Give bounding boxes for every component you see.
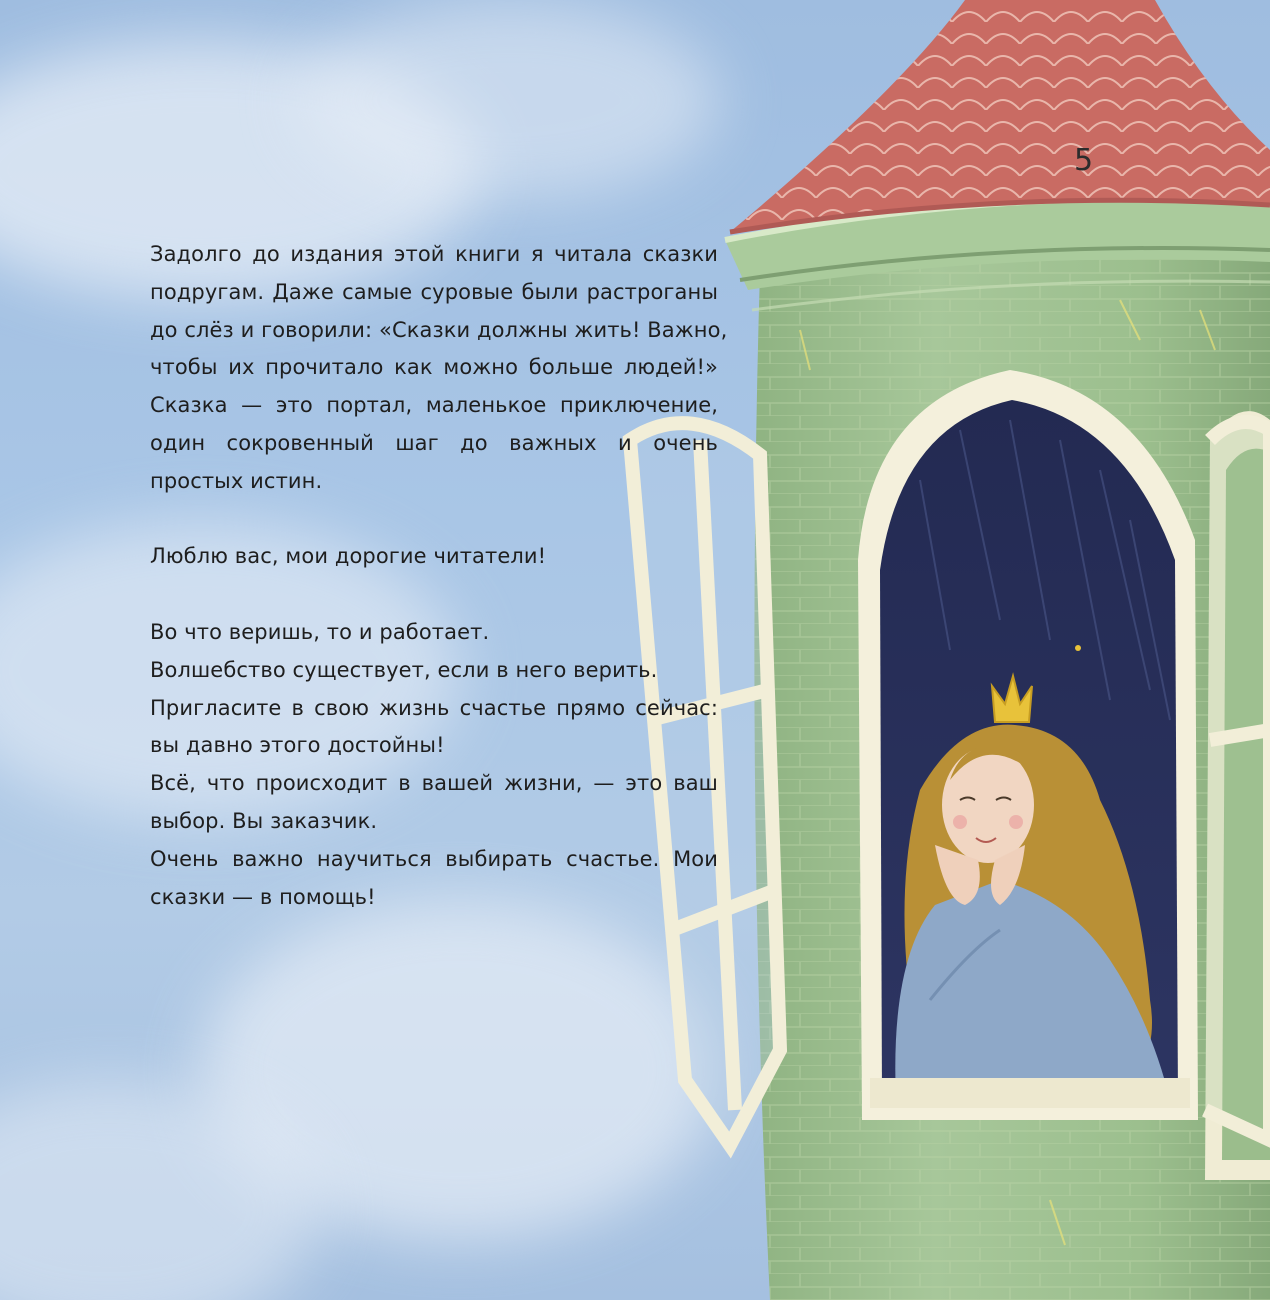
page-number: 5 — [1074, 143, 1094, 178]
right-shutter — [1205, 422, 1270, 1140]
text-line: выбор. Вы заказчик. — [150, 808, 378, 833]
text-line: Люблю вас, мои дорогие читатели! — [150, 544, 547, 569]
text-line: простых истин. — [150, 468, 323, 493]
text-line: Всё, что происходит в вашей жизни, — это ваш — [150, 771, 718, 796]
text-line: чтобы их прочитало как можно больше людей!» — [150, 355, 718, 380]
text-line: вы давно этого достойны! — [150, 733, 445, 758]
text-line: Сказка — это портал, маленькое приключение, — [150, 393, 718, 418]
text-line: Во что веришь, то и работает. — [150, 619, 490, 644]
princess-illustration — [942, 747, 1034, 863]
text-line: подругам. Даже самые суровые были растроганы — [150, 279, 718, 304]
text-line: Задолго до издания этой книги я читала сказки — [150, 242, 718, 266]
text-line: Пригласите в свою жизнь счастье прямо сейчас: — [150, 695, 718, 720]
text-line: до слёз и говорили: «Сказки должны жить! Важно, — [150, 317, 728, 342]
text-line: сказки — в помощь! — [150, 884, 376, 909]
text-line: Очень важно научиться выбирать счастье. Мои — [150, 846, 718, 871]
text-line: один сокровенный шаг до важных и очень — [150, 430, 718, 455]
body-text — [150, 236, 728, 916]
text-line: Волшебство существует, если в него верить. — [150, 657, 658, 682]
